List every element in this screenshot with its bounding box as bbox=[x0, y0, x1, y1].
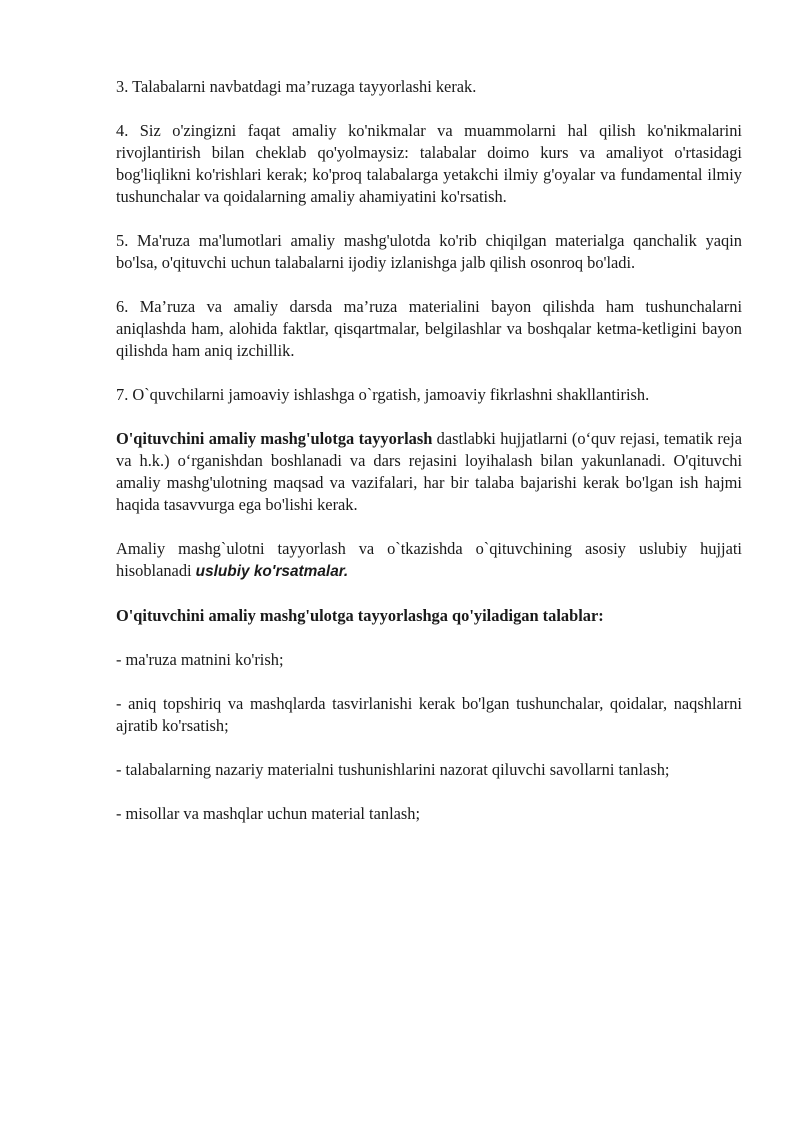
methodical-document-text: Amaliy mashg`ulotni tayyorlash va o`tkazishda o`qituvchining asosiy uslubiy hujjati hisoblanadi bbox=[116, 539, 742, 580]
teacher-preparation-bold: O'qituvchini amaliy mashg'ulotga tayyorlash bbox=[116, 429, 433, 448]
document-page bbox=[116, 76, 742, 847]
paragraph-item-6: 6. Ma’ruza va amaliy darsda ma’ruza materialini bayon qilishda ham tushunchalarni aniqlashda ham, alohida faktlar, qisqartmalar, belgilashlar va boshqalar ketma-ketligini bayon qilishda ham aniq izchillik. bbox=[116, 297, 742, 360]
requirement-item: - misollar va mashqlar uchun material tanlash; bbox=[116, 804, 421, 823]
paragraph-item-3: 3. Talabalarni navbatdagi ma’ruzaga tayyorlashi kerak. bbox=[116, 77, 477, 96]
requirement-item: - aniq topshiriq va mashqlarda tasvirlanishi kerak bo'lgan tushunchalar, qoidalar, naqshlarni ajratib ko'rsatish; bbox=[116, 694, 742, 735]
teacher-preparation-text: dastlabki hujjatlarni (o‘quv rejasi, tematik reja va h.k.) o‘rganishdan boshlanadi va dars rejasini loyihalash bilan yakunlanadi. O'qituvchi amaliy mashg'ulotning maqsad va vazifalari, har bir talaba bajarishi kerak bo'lgan ish hajmi haqida tasavvurga ega bo'lishi kerak. bbox=[116, 429, 742, 514]
methodical-guidelines-emphasis: uslubiy ko'rsatmalar. bbox=[195, 563, 349, 580]
paragraph-item-4: 4. Siz o'zingizni faqat amaliy ko'nikmalar va muammolarni hal qilish ko'nikmalarini rivojlantirish bilan cheklab qo'yolmaysiz: talabalar doimo kurs va amaliyot o'rtasidagi bog'liqlikni ko'rishlari kerak; ko'proq talabalarga yetakchi ilmiy g'oyalar va fundamental ilmiy tushunchalar va qoidalarning amaliy ahamiyatini ko'rsatish. bbox=[116, 121, 742, 206]
requirement-item: - talabalarning nazariy materialni tushunishlarini nazorat qiluvchi savollarni tanlash; bbox=[116, 760, 670, 779]
requirement-item: - ma'ruza matnini ko'rish; bbox=[116, 650, 284, 669]
paragraph-teacher-preparation bbox=[116, 428, 742, 516]
paragraph-item-7: 7. O`quvchilarni jamoaviy ishlashga o`rgatish, jamoaviy fikrlashni shakllantirish. bbox=[116, 385, 650, 404]
paragraph-item-5: 5. Ma'ruza ma'lumotlari amaliy mashg'ulotda ko'rib chiqilgan materialga qanchalik yaqin bo'lsa, o'qituvchi uchun talabalarni ijodiy izlanishga jalb qilish osonroq bo'ladi. bbox=[116, 231, 742, 272]
paragraph-methodical-document bbox=[116, 538, 742, 583]
requirements-heading: O'qituvchini amaliy mashg'ulotga tayyorlashga qo'yiladigan talablar: bbox=[116, 606, 604, 625]
